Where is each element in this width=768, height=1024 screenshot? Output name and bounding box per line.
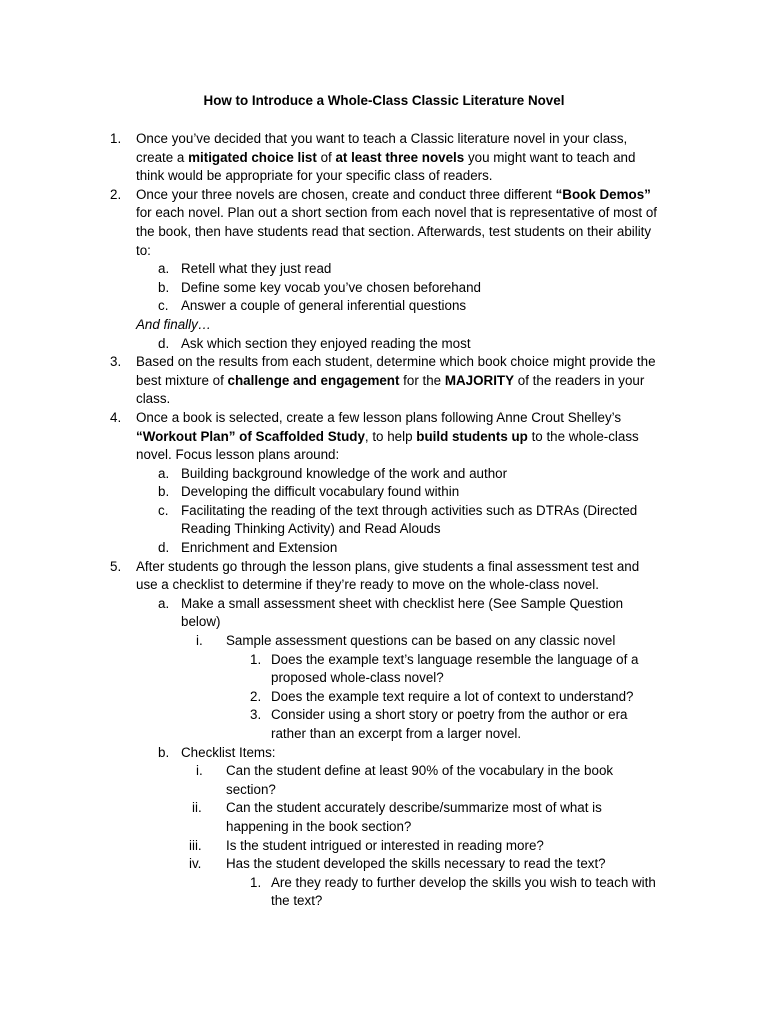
text-run: you might want to teach and bbox=[464, 149, 636, 165]
line-text bbox=[136, 149, 635, 168]
line-text bbox=[181, 297, 466, 316]
text-run: section? bbox=[226, 781, 276, 797]
line-text bbox=[226, 632, 615, 651]
text-run: for the bbox=[399, 372, 445, 388]
document-line bbox=[0, 892, 768, 911]
line-text bbox=[271, 725, 521, 744]
document-line bbox=[0, 242, 768, 261]
line-text bbox=[136, 576, 599, 595]
text-run: Consider using a short story or poetry from the author or era bbox=[271, 707, 628, 723]
line-text bbox=[136, 390, 170, 409]
text-run: Make a small assessment sheet with checklist here (See Sample Question bbox=[181, 595, 624, 611]
text-run: Has the student developed the skills necessary to read the text? bbox=[226, 856, 606, 872]
text-run: Once you’ve decided that you want to teach a Classic literature novel in your class, bbox=[136, 131, 628, 146]
document-line bbox=[0, 372, 768, 391]
document-line bbox=[0, 353, 768, 372]
list-marker: 4. bbox=[110, 409, 122, 425]
document-line bbox=[0, 558, 768, 577]
text-run: After students go through the lesson plans, give students a final assessment test and bbox=[136, 558, 640, 574]
list-marker: i. bbox=[196, 633, 203, 649]
document-line bbox=[0, 539, 768, 558]
list-marker: 2. bbox=[110, 186, 122, 202]
document-line bbox=[0, 279, 768, 298]
text-run: Building background knowledge of the work and author bbox=[181, 465, 508, 481]
bold-text-run: at least three novels bbox=[335, 149, 465, 165]
line-text bbox=[271, 892, 322, 911]
text-run: below) bbox=[181, 614, 221, 630]
line-text bbox=[226, 818, 411, 837]
text-run: Facilitating the reading of the text through activities such as DTRAs (Directed bbox=[181, 502, 638, 518]
list-marker: iv. bbox=[189, 856, 202, 872]
line-text bbox=[226, 799, 602, 818]
line-text bbox=[181, 520, 441, 539]
list-marker: d. bbox=[158, 335, 170, 351]
text-run: Developing the difficult vocabulary found within bbox=[181, 484, 460, 500]
text-run: Retell what they just read bbox=[181, 261, 332, 277]
line-text bbox=[136, 242, 151, 261]
document-line bbox=[0, 799, 768, 818]
document-line bbox=[0, 595, 768, 614]
document-line bbox=[0, 297, 768, 316]
text-run: Once a book is selected, create a few lesson plans following Anne Crout Shelley’s bbox=[136, 409, 622, 425]
document-line bbox=[0, 167, 768, 186]
line-text bbox=[181, 502, 637, 521]
list-marker: a. bbox=[158, 261, 170, 277]
text-run: use a checklist to determine if they’re ready to move on the whole-class novel. bbox=[136, 577, 599, 593]
document-line bbox=[0, 260, 768, 279]
list-marker: c. bbox=[158, 298, 169, 314]
text-run: Reading Thinking Activity) and Read Alouds bbox=[181, 521, 441, 537]
list-marker: iii. bbox=[189, 837, 202, 853]
list-marker: c. bbox=[158, 502, 169, 518]
document-line bbox=[0, 483, 768, 502]
list-marker: 2. bbox=[250, 688, 262, 704]
text-run: Once your three novels are chosen, create and conduct three different bbox=[136, 186, 556, 202]
line-text bbox=[271, 669, 444, 688]
line-text bbox=[136, 409, 621, 428]
text-run: , to help bbox=[364, 428, 417, 444]
bold-text-run: challenge and engagement bbox=[227, 372, 400, 388]
text-run: Enrichment and Extension bbox=[181, 540, 338, 556]
text-run: Checklist Items: bbox=[181, 744, 276, 760]
line-text bbox=[136, 167, 493, 186]
line-text bbox=[271, 651, 639, 670]
document-line bbox=[0, 316, 768, 335]
list-marker: 1. bbox=[110, 131, 122, 146]
list-marker: a. bbox=[158, 595, 170, 611]
text-run: Answer a couple of general inferential questions bbox=[181, 298, 467, 314]
document-line bbox=[0, 204, 768, 223]
document-line bbox=[0, 465, 768, 484]
text-run: create a bbox=[136, 149, 189, 165]
line-text bbox=[136, 204, 657, 223]
document-line bbox=[0, 335, 768, 354]
text-run: Define some key vocab you’ve chosen beforehand bbox=[181, 279, 481, 295]
text-run: of bbox=[316, 149, 336, 165]
line-text bbox=[136, 316, 211, 335]
document-line bbox=[0, 446, 768, 465]
document-line bbox=[0, 688, 768, 707]
document-line bbox=[0, 632, 768, 651]
list-marker: i. bbox=[196, 763, 203, 779]
text-run: novel. Focus lesson plans around: bbox=[136, 447, 340, 463]
text-run: Does the example text’s language resemble the language of a bbox=[271, 651, 639, 667]
document-line bbox=[0, 520, 768, 539]
document-line bbox=[0, 706, 768, 725]
line-text bbox=[136, 428, 639, 447]
line-text bbox=[226, 837, 544, 856]
line-text bbox=[226, 762, 613, 781]
list-marker: b. bbox=[158, 744, 170, 760]
bold-text-run: “Book Demos” bbox=[555, 186, 651, 202]
document-line bbox=[0, 855, 768, 874]
line-text bbox=[271, 688, 634, 707]
text-run: Are they ready to further develop the skills you wish to teach with bbox=[271, 874, 656, 890]
list-marker: ii. bbox=[192, 800, 202, 816]
line-text bbox=[181, 613, 220, 632]
line-text bbox=[181, 744, 276, 763]
text-run: Based on the results from each student, determine which book choice might provide the bbox=[136, 354, 656, 370]
document-line bbox=[0, 130, 768, 149]
text-run: of the readers in your bbox=[514, 372, 645, 388]
document-line bbox=[0, 762, 768, 781]
document-line bbox=[0, 874, 768, 893]
document-line bbox=[0, 613, 768, 632]
document-line bbox=[0, 186, 768, 205]
text-run: think would be appropriate for your specific class of readers. bbox=[136, 168, 493, 184]
document-line bbox=[0, 223, 768, 242]
text-run: the text? bbox=[271, 893, 323, 909]
line-text bbox=[181, 465, 507, 484]
bold-text-run: MAJORITY bbox=[444, 372, 515, 388]
document-line bbox=[0, 651, 768, 670]
list-marker: b. bbox=[158, 279, 170, 295]
list-marker: 1. bbox=[250, 651, 262, 667]
document-line bbox=[0, 837, 768, 856]
document-line bbox=[0, 669, 768, 688]
line-text bbox=[136, 130, 627, 149]
line-text bbox=[181, 595, 623, 614]
line-text bbox=[136, 186, 651, 205]
text-run: Does the example text require a lot of context to understand? bbox=[271, 688, 634, 704]
text-run: to the whole-class bbox=[527, 428, 639, 444]
line-text bbox=[181, 539, 337, 558]
document-line bbox=[0, 428, 768, 447]
line-text bbox=[226, 855, 606, 874]
text-run: Can the student accurately describe/summarize most of what is bbox=[226, 800, 602, 816]
list-marker: b. bbox=[158, 484, 170, 500]
list-marker: 1. bbox=[250, 874, 262, 890]
bold-text-run: mitigated choice list bbox=[188, 149, 317, 165]
document-line bbox=[0, 149, 768, 168]
line-text bbox=[271, 706, 628, 725]
line-text bbox=[226, 781, 276, 800]
document-line bbox=[0, 781, 768, 800]
document-line bbox=[0, 744, 768, 763]
text-run: Is the student intrigued or interested in reading more? bbox=[226, 837, 544, 853]
document-line bbox=[0, 502, 768, 521]
text-run: proposed whole-class novel? bbox=[271, 670, 444, 686]
line-text bbox=[136, 558, 639, 577]
list-marker: 3. bbox=[250, 707, 262, 723]
text-run: for each novel. Plan out a short section from each novel that is representative of most of bbox=[136, 205, 658, 221]
text-run: Ask which section they enjoyed reading the most bbox=[181, 335, 471, 351]
line-text bbox=[271, 874, 656, 893]
text-run: to: bbox=[136, 242, 151, 258]
text-run: Sample assessment questions can be based on any classic novel bbox=[226, 633, 616, 649]
document-line bbox=[0, 818, 768, 837]
line-text bbox=[181, 335, 471, 354]
text-run: the book, then have students read that section. Afterwards, test students on their ability bbox=[136, 223, 652, 239]
document-body bbox=[0, 130, 768, 911]
line-text bbox=[181, 279, 481, 298]
list-marker: d. bbox=[158, 540, 170, 556]
line-text bbox=[136, 446, 339, 465]
line-text bbox=[136, 353, 656, 372]
line-text bbox=[136, 223, 651, 242]
text-run: rather than an excerpt from a larger novel. bbox=[271, 726, 522, 741]
text-run: And finally… bbox=[136, 316, 212, 332]
text-run: best mixture of bbox=[136, 372, 228, 388]
document-title: How to Introduce a Whole-Class Classic Literature Novel bbox=[203, 93, 565, 108]
line-text bbox=[136, 372, 644, 391]
text-run: happening in the book section? bbox=[226, 818, 412, 834]
document-line bbox=[0, 725, 768, 744]
document-line bbox=[0, 390, 768, 409]
text-run: class. bbox=[136, 391, 171, 407]
bold-text-run: “Workout Plan” of Scaffolded Study bbox=[136, 428, 365, 444]
list-marker: a. bbox=[158, 465, 170, 481]
text-run: Can the student define at least 90% of the vocabulary in the book bbox=[226, 763, 614, 779]
line-text bbox=[181, 483, 459, 502]
list-marker: 3. bbox=[110, 354, 122, 370]
document-line bbox=[0, 576, 768, 595]
line-text bbox=[181, 260, 331, 279]
list-marker: 5. bbox=[110, 558, 122, 574]
document-line bbox=[0, 409, 768, 428]
bold-text-run: build students up bbox=[416, 428, 528, 444]
